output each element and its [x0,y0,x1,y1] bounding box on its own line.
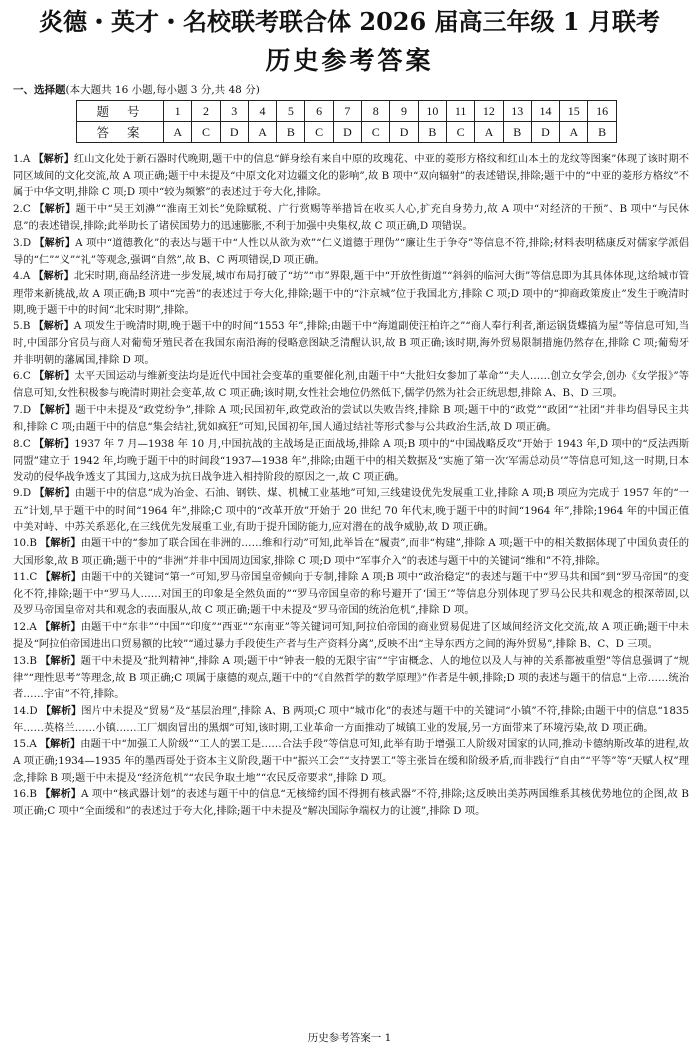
analysis-tag: 【解析】 [34,203,76,215]
explanation-text: A 项中“道德教化”的表达与题干中“人性以从欲为欢”“仁义道德于理伪”“廉让生于争夺”等信息不符,排除;材料表明嵇康反对儒家学派倡导的“仁”“义”“礼”等观念,强调“自然”,故 B、C 两项错误,D 项正确。 [13,236,690,266]
analysis-tag: 【解析】 [34,488,75,500]
question-number-cell: 2 [192,101,220,122]
answer-cell: C [192,122,220,143]
explanation-item [13,569,689,619]
item-number: 11.C [13,571,38,584]
answer-cell: A [164,122,192,143]
answer-table [76,100,617,143]
question-number-cell: 11 [446,101,474,122]
explanation-item [13,402,689,435]
explanation-item [13,235,689,268]
item-number: 15.A [13,738,37,751]
answer-cell: B [277,122,305,143]
question-number-cell: 8 [362,101,390,122]
analysis-tag: 【解析】 [34,371,75,383]
answer-cell: B [418,122,446,143]
question-number-header: 题号 [77,101,164,122]
question-number-cell: 12 [475,101,503,122]
analysis-tag: 【解析】 [34,404,76,416]
analysis-tag: 【解析】 [40,705,82,717]
explanation-text: 太平天国运动与维新变法均是近代中国社会变革的重要催化剂,由题干中“大批妇女参加了革命”“夫人……创立女学会,创办《女学报》”等信息可知,女性积极参与晚清时期社会变革,故 C 项正确;该时期,女性社会地位仍然低下,儒学仍然为社会正统思想,排除 A、B、D 三项。 [13,370,690,400]
question-number-cell: 14 [531,101,559,122]
answer-row [77,122,617,143]
section-label: 一、选择题 [13,84,66,96]
question-number-cell: 5 [277,101,305,122]
question-number-cell: 6 [305,101,333,122]
answer-cell: D [220,122,248,143]
analysis-tag: 【解析】 [40,789,82,801]
explanation-item [13,653,689,703]
question-number-cell: 9 [390,101,418,122]
section-desc: (本大题共 16 小题,每小题 3 分,共 48 分) [65,84,260,96]
answer-cell: A [248,122,276,143]
explanation-text: A 项发生于晚清时期,晚于题干中的时间“1553 年”,排除;由题干中“海道副使汪柏许之”“商人奉行利者,渐运锅货蝶搞为屋”等信息可知,当时,中国部分官员与商人对葡萄牙殖民者在我国东南沿海的侵略意图缺乏清醒认识,故 B 项正确;该时期,海外贸易限制措施仍然存在,排除 C 项;葡萄牙并非明朝的藩属国,排除 D 项。 [13,320,690,366]
explanation-item [13,736,689,786]
explanation-item [13,436,689,486]
explanation-text: 题干中未提及“批判精神”,排除 A 项;题干中“钟表一般的无限宇宙”“宇宙概念、人的地位以及人与神的关系都被重塑”等信息强调了“规律”“理性思考”等理念,故 B 项正确;C 项属于康德的观点,题干中的“《自然哲学的数学原理》”作者是牛顿,排除;D 项的表述与题干的信息“上帝……统治者……宇宙”不符,排除。 [13,654,690,701]
item-number: 5.B [13,320,31,333]
answer-cell: D [333,122,361,143]
answer-header: 答案 [77,122,164,143]
answer-cell: C [305,122,333,143]
explanation-text: 由题干中的关键词“第一”可知,罗马帝国皇帝倾向于专制,排除 A 项;B 项中“政治稳定”的表述与题干中“罗马共和国”到“罗马帝国”的变化不符,排除;题干中“罗马人……对国王的印象是全然负面的”“罗马帝国皇帝的称号避开了‘国王’”等信息分别体现了罗马公民共和观念的根深蒂固,以及罗马帝国皇帝对共和观念的表面服从,故 C 项正确;题干中未提及“罗马帝国的统治危机”,排除 D 项。 [13,571,689,617]
question-number-cell: 1 [164,101,192,122]
explanation-item [13,619,689,652]
item-number: 12.A [13,620,37,633]
analysis-tag: 【解析】 [33,321,74,333]
item-number: 13.B [13,654,37,667]
question-number-cell: 15 [560,101,588,122]
answer-cell: D [390,122,418,143]
answer-cell: D [531,122,559,143]
analysis-tag: 【解析】 [40,572,82,584]
item-number: 1.A [13,153,31,165]
explanation-text: 题干中“吴王刘濞”“淮南王刘长”免除赋税、广行赏赐等举措旨在收买人心,扩充自身势力,故 A 项中“对经济的干预”、B 项中“与民休息”的表述错误,排除;此举助长了诸侯国势力的迅速膨胀,不利于加强中央集权,故 C 项正确,D 项错误。 [13,202,689,233]
explanation-text: 1937 年 7 月—1938 年 10 月,中国抗战的主战场是正面战场,排除 A 项;B 项中的“中国战略反攻”开始于 1943 年,D 项中的“反法西斯同盟”建立于 1942 年,均晚于题干中的时间段“1937—1938 年”,排除;由题干中的相关数据及“实施了第一次‘军需总动员’”等信息可知,这一时期,日本发动的侵华战争透支了其国力,这成为抗日战争进入相持阶段的原因之一,故 C 项正确。 [13,437,689,483]
explanation-item [13,368,689,401]
answer-cell: B [588,122,616,143]
page-footer: 历史参考答案一 1 [307,1032,392,1044]
explanation-text: 题干中未提及“政党纷争”,排除 A 项;民国初年,政党政治的尝试以失败告终,排除 B 项;题干中的“政党”“政团”“社团”并非均倡导民主共和,排除 C 项;由题干中的信息“集会结社,犹如疯狂”可知,民国初年,国人通过结社等形式参与公共政治生活,故 D 项正确。 [13,403,690,434]
answer-cell: A [560,122,588,143]
question-number-cell: 3 [220,101,248,122]
explanation-item [13,703,689,736]
explanation-text: 图片中未提及“贸易”及“基层治理”,排除 A、B 两项;C 项中“城市化”的表述与题干中的关键词“小镇”不符,排除;由题干中的信息“1835 年……英格兰……小镇……工厂烟囱冒出的黑烟”可知,该时期,工业革命一方面推动了城镇工业的发展,另一方面带来了环境污染,故 D 项正确。 [13,704,689,734]
analysis-tag: 【解析】 [40,538,81,550]
answer-cell: C [446,122,474,143]
explanation-item [13,268,689,318]
analysis-tag: 【解析】 [34,237,76,249]
question-number-cell: 16 [588,101,616,122]
answer-cell: A [475,122,503,143]
document-title: 历史参考答案 [265,46,434,75]
question-number-cell: 4 [248,101,276,122]
explanation-item [13,318,689,368]
question-number-cell: 7 [333,101,361,122]
analysis-tag: 【解析】 [33,154,74,165]
explanation-text: 由题干中的“参加了联合国在非洲的……维和行动”可知,此举旨在“履责”,而非“构建”,排除 A 项;题干中的相关数据体现了中国负责任的大国形象,故 B 项正确;题干中的“非洲”并非中国周边国家,排除 C 项;D 项中“军事介入”的表述与题干中的关键词“维和”不符,排除。 [13,537,690,567]
analysis-tag: 【解析】 [34,438,75,450]
explanation-text: A 项中“核武器计划”的表述与题干中的信息“无核缔约国不得拥有核武器”不符,排除;这反映出美苏两国维系其核优势地位的企图,故 B 项正确;C 项中“全面缓和”的表述过于夸大化,排除;题干中未提及“解决国际争端权力的让渡”,排除 D 项。 [13,788,689,818]
explanation-text: 由题干中“东非”“中国”“印度”“西亚”“东南亚”等关键词可知,阿拉伯帝国的商业贸易促进了区域间经济文化交流,故 A 项正确;题干中未提及“阿拉伯帝国进出口贸易额的比较”“通过暴力手段使生产者与生产资料分离”,反映不出“主导东西方之间的海外贸易”,排除 B、C、D 三项。 [13,620,690,651]
item-number: 3.D [13,236,32,249]
answer-cell: B [503,122,531,143]
exam-title: 炎德・英才・名校联考联合体 2026 届高三年级 1 月联考 [39,7,660,36]
explanation-item [13,151,689,201]
section-heading [13,82,260,97]
analysis-tag: 【解析】 [40,655,81,667]
question-number-cell: 13 [503,101,531,122]
item-number: 10.B [13,537,37,550]
item-number: 4.A [13,270,31,283]
analysis-tag: 【解析】 [33,271,74,283]
explanation-text: 由题干中的信息“成为冶金、石油、钢铁、煤、机械工业基地”可知,三线建设优先发展重工业,排除 A 项;B 项应为完成于 1957 年的“一五”计划,早于题干中的时间“1964 年”,排除;C 项中的“改革开放”开始于 20 世纪 70 年代末,晚于题干中的时间“1964 年”,排除;1964 年的中国正值中美对峙、中苏关系恶化,在三线优先发展重工业,有助于提升国防能力,应对潜在的战争威胁,故 D 项正确。 [13,487,689,533]
explanation-text: 由题干中“加强工人阶级”“工人的罢工是……合法手段”等信息可知,此举有助于增强工人阶级对国家的认同,推动卡德纳斯改革的进程,故 A 项正确;1934—1935 年的墨西哥处于资本主义阶段,题干中“振兴工会”“支持罢工”等主张旨在缓和阶级矛盾,而非践行“自由”“平等”等“天赋人权”理念,排除 B 项;题干中未提及“经济危机”“农民争取土地”“农民反帝要求”,排除 D 项。 [13,738,689,784]
answer-cell: C [362,122,390,143]
question-number-cell: 10 [418,101,446,122]
item-number: 9.D [13,487,32,500]
explanation-item [13,201,689,234]
item-number: 6.C [13,370,31,383]
analysis-tag: 【解析】 [40,739,81,751]
item-number: 16.B [13,788,37,801]
item-number: 7.D [13,403,32,416]
explanation-list [13,151,689,820]
explanation-text: 北宋时期,商品经济进一步发展,城市布局打破了“坊”“市”界限,题干中“开放性街道”“斜斜的临河大街”等信息即为其具体体现,这给城市管理带来新挑战,故 A 项正确;B 项中“完善”的表述过于夸大化,排除;题干中的“汴京城”位于我国北方,排除 C 项;D 项中的“抑商政策废止”发生于晚清时期,晚于题干中的时间“北宋时期”,排除。 [13,270,690,316]
explanation-item [13,786,689,819]
explanation-item [13,485,689,535]
analysis-tag: 【解析】 [40,621,81,633]
explanation-text: 红山文化处于新石器时代晚期,题干中的信息“鲜身绘有来自中原的玫瑰花、中亚的菱形方格纹和红山本土的龙纹等图案”体现了该时期不同区域间的文化交流,故 A 项正确;题干中未提及“中原文化对边疆文化的影响”,故 B 项中“双向辐射”的表述错误,排除;题干中的“中亚的菱形方格纹”不属于中华文明,排除 C 项;D 项中“较为频繁”的表述过于夸大化,排除。 [13,153,689,199]
question-number-row [77,101,617,122]
item-number: 14.D [13,704,38,717]
item-number: 8.C [13,437,31,450]
item-number: 2.C [13,202,31,215]
explanation-item [13,535,689,568]
